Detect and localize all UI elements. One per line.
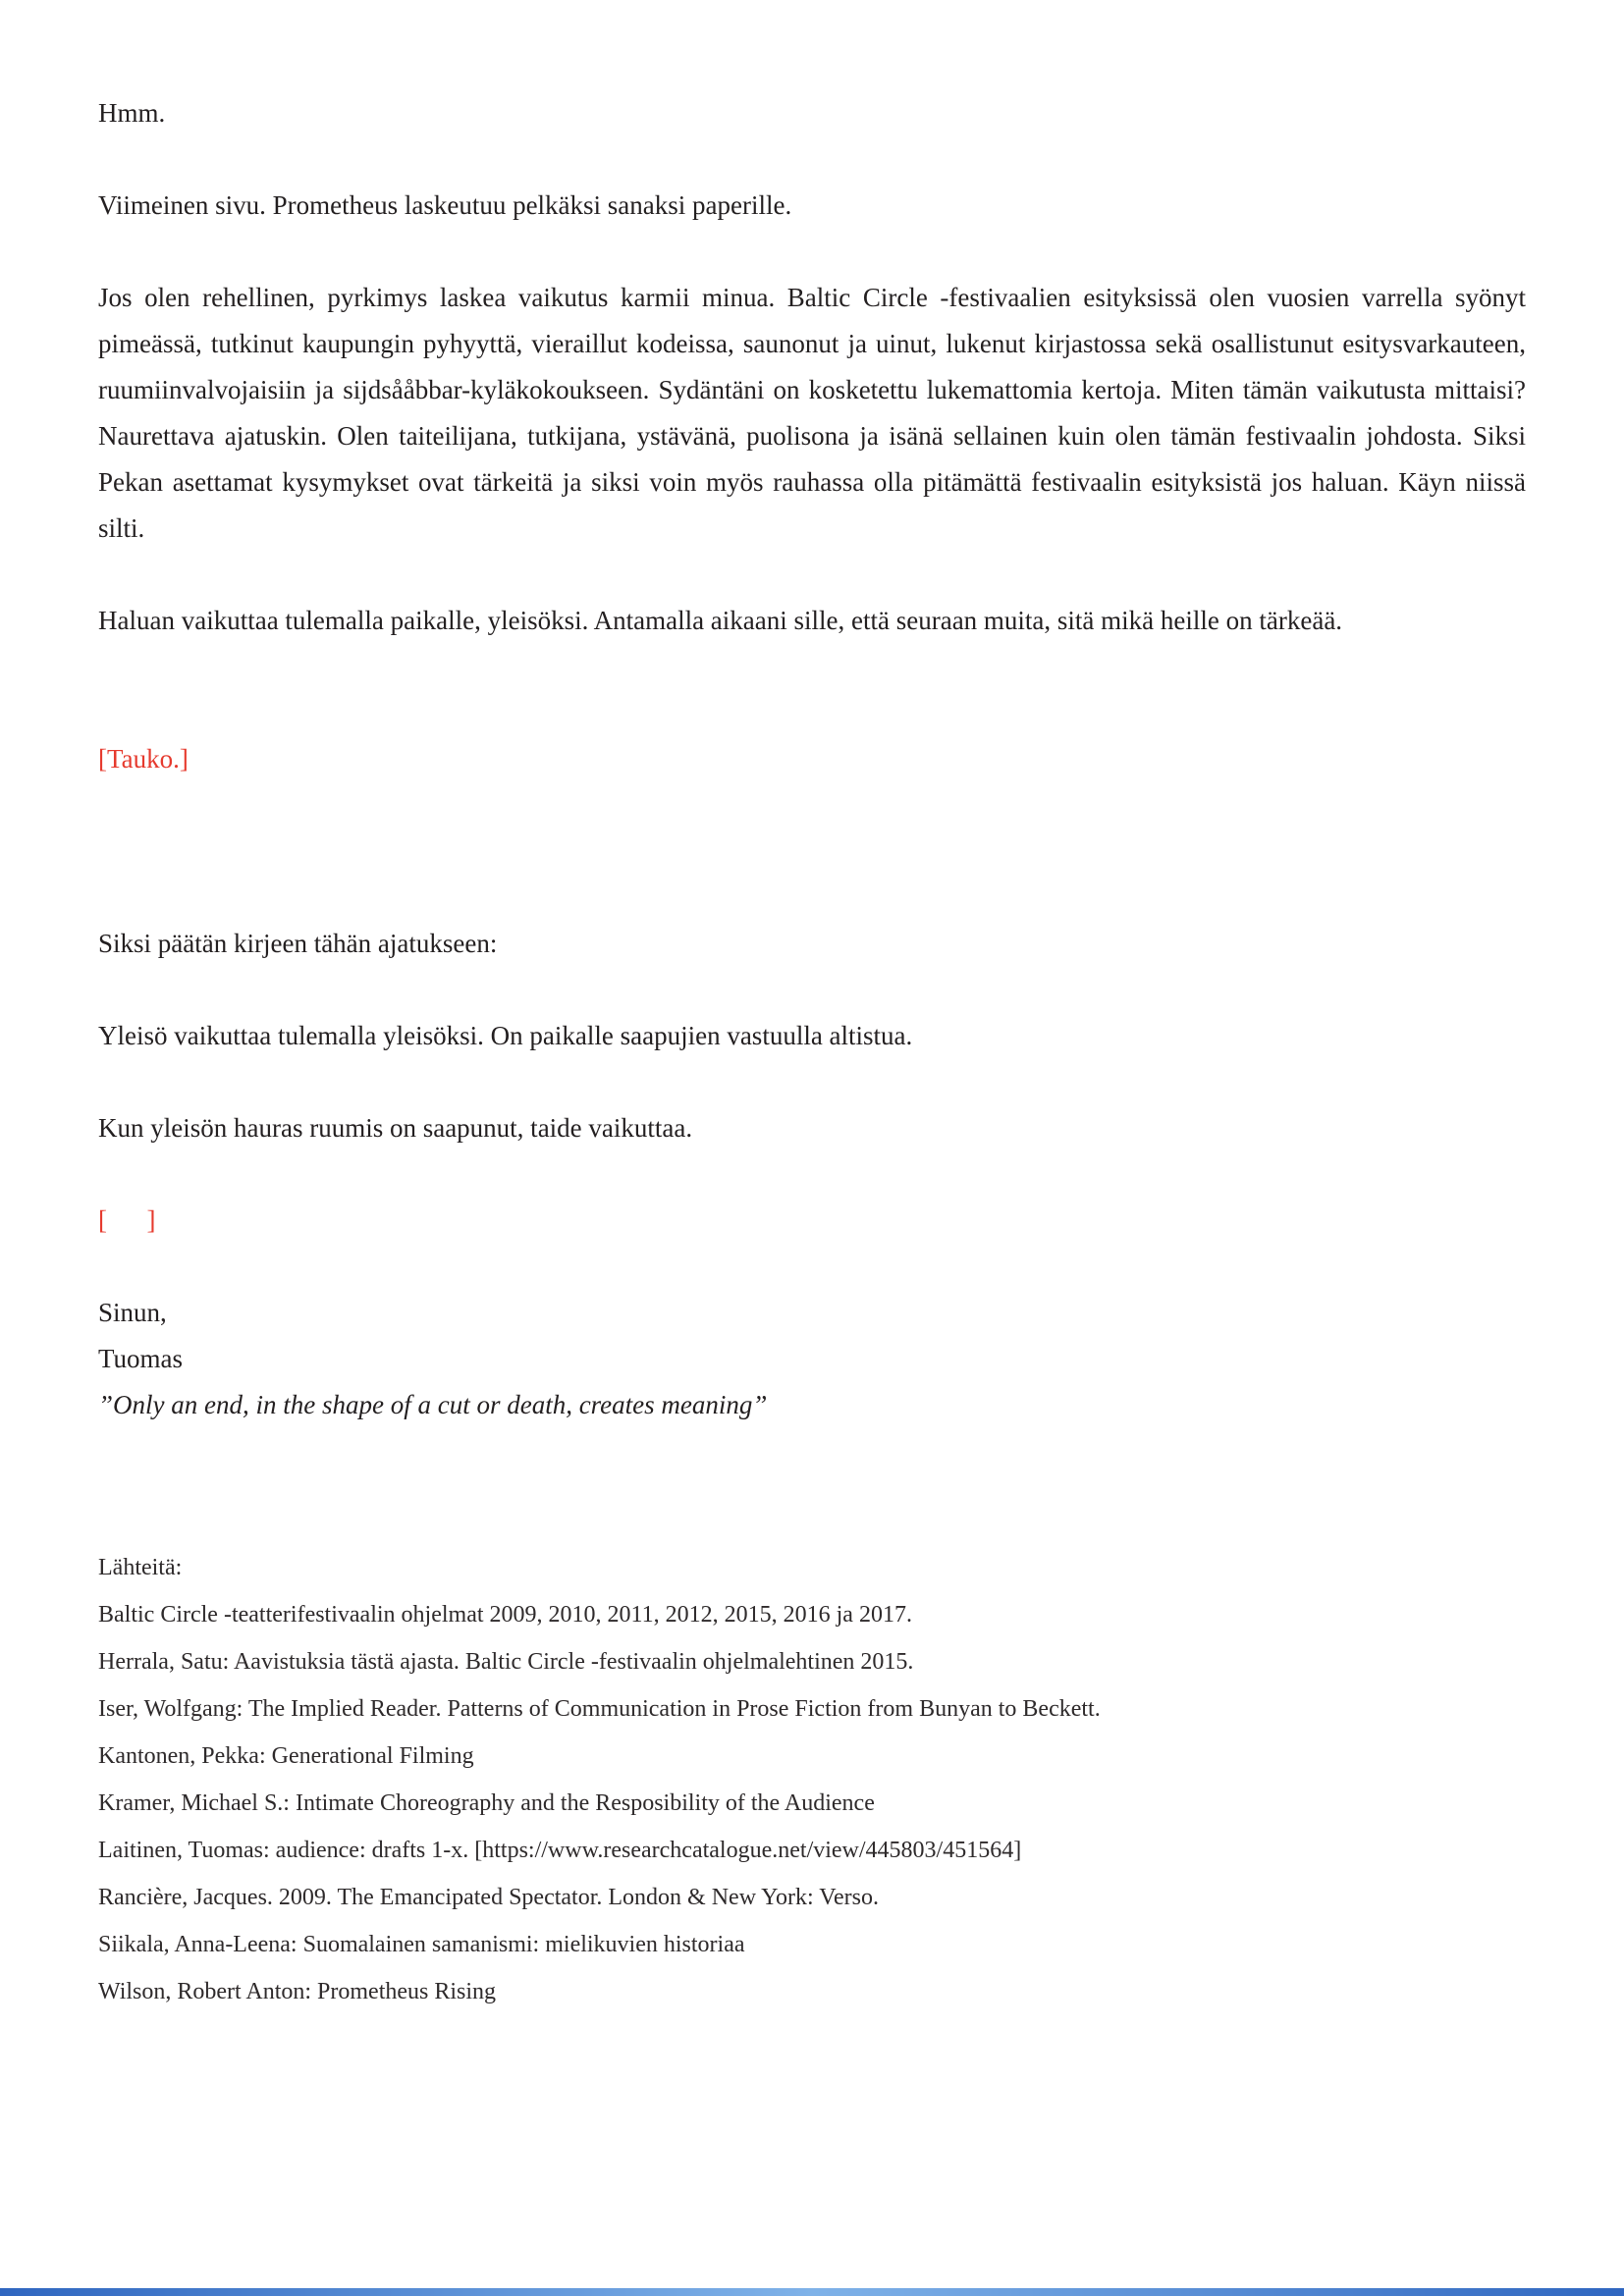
source-item-iser: Iser, Wolfgang: The Implied Reader. Patterns of Communication in Prose Fiction from Bunyan to Beckett. bbox=[98, 1696, 1101, 1722]
bottom-edge-bar bbox=[0, 2288, 1624, 2296]
signature-salutation: Sinun, bbox=[98, 1298, 167, 1327]
closing-quote: ”Only an end, in the shape of a cut or death, creates meaning” bbox=[98, 1390, 768, 1419]
paragraph-hmm: Hmm. bbox=[98, 98, 166, 128]
source-item-kantonen: Kantonen, Pekka: Generational Filming bbox=[98, 1743, 474, 1769]
sources-heading: Lähteitä: bbox=[98, 1555, 183, 1580]
source-item-wilson: Wilson, Robert Anton: Prometheus Rising bbox=[98, 1979, 497, 2004]
paragraph-siksi-paatan: Siksi päätän kirjeen tähän ajatukseen: bbox=[98, 929, 498, 958]
signature-name: Tuomas bbox=[98, 1344, 184, 1373]
paragraph-haluan-vaikuttaa: Haluan vaikuttaa tulemalla paikalle, yleisöksi. Antamalla aikaani sille, että seuraan muita, sitä mikä heille on tärkeää. bbox=[98, 606, 1343, 635]
paragraph-viimeinen-sivu: Viimeinen sivu. Prometheus laskeutuu pelkäksi sanaksi paperille. bbox=[98, 190, 792, 220]
source-item-herrala: Herrala, Satu: Aavistuksia tästä ajasta. Baltic Circle -festivaalin ohjelmalehtinen 2015. bbox=[98, 1649, 914, 1675]
source-item-baltic-circle-programs: Baltic Circle -teatterifestivaalin ohjelmat 2009, 2010, 2011, 2012, 2015, 2016 ja 2017. bbox=[98, 1602, 912, 1628]
paragraph-jos-olen-rehellinen: Jos olen rehellinen, pyrkimys laskea vaikutus karmii minua. Baltic Circle -festivaalien esityksissä olen vuosien varrella syönyt pimeässä, tutkinut kaupungin pyhyyttä, vieraillut kodeissa, saunonut ja uinut, lukenut kirjastossa sekä osallistunut esitysvarkauteen, ruumiinvalvojaisiin ja sijdsååbbar-kyläkokoukseen. Sydäntäni on kosketettu lukemattomia kertoja. Miten tämän vaikutusta mittaisi? Naurettava ajatuskin. Olen taiteilijana, tutkijana, ystävänä, puolisona ja isänä sellainen kuin olen tämän festivaalin johdosta. Siksi Pekan asettamat kysymykset ovat tärkeitä ja siksi voin myös rauhassa olla pitämättä festivaalin esityksistä jos haluan. Käyn niissä silti. bbox=[98, 283, 1526, 543]
source-item-laitinen: Laitinen, Tuomas: audience: drafts 1-x. [https://www.researchcatalogue.net/view/445803/451564] bbox=[98, 1838, 1022, 1863]
paragraph-yleiso-vaikuttaa: Yleisö vaikuttaa tulemalla yleisöksi. On paikalle saapujien vastuulla altistua. bbox=[98, 1021, 913, 1050]
source-item-ranciere: Rancière, Jacques. 2009. The Emancipated Spectator. London & New York: Verso. bbox=[98, 1885, 879, 1910]
source-item-siikala: Siikala, Anna-Leena: Suomalainen samanismi: mielikuvien historiaa bbox=[98, 1932, 745, 1957]
source-item-kramer: Kramer, Michael S.: Intimate Choreography and the Resposibility of the Audience bbox=[98, 1790, 875, 1816]
paragraph-kun-yleison: Kun yleisön hauras ruumis on saapunut, taide vaikuttaa. bbox=[98, 1113, 693, 1143]
pause-marker: [Tauko.] bbox=[98, 744, 189, 774]
empty-brackets-marker: [ ] bbox=[98, 1205, 156, 1235]
